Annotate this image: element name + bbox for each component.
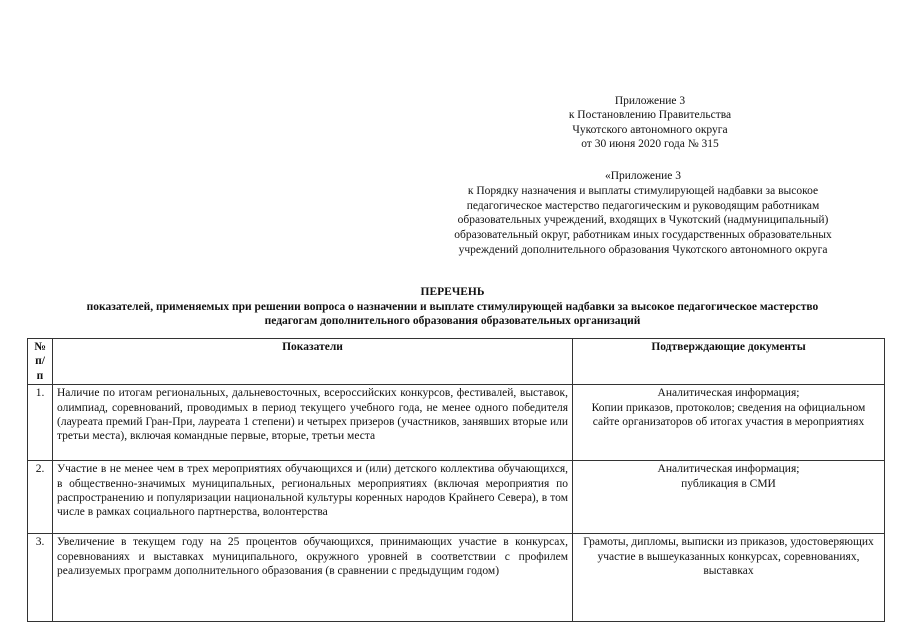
column-header-number: № п/п <box>28 339 53 385</box>
column-header-indicators: Показатели <box>53 339 573 385</box>
row-document-line: Копии приказов, протоколов; сведения на официальном сайте организаторов об итогах участия в мероприятиях <box>591 401 866 429</box>
table-row <box>28 461 885 534</box>
appendix-procedure-line: образовательных учреждений, входящих в Чукотский (надмуниципальный) <box>457 214 829 227</box>
row-documents <box>573 461 885 534</box>
appendix-procedure-line: учреждений дополнительного образования Чукотского автономного округа <box>458 243 828 256</box>
appendix-procedure-line: педагогическое мастерство педагогическим и руководящим работникам <box>466 199 820 212</box>
appendix-procedure-line: образовательный округ, работникам иных государственных образовательных <box>454 229 832 242</box>
appendix-header <box>500 94 800 151</box>
row-document-line: Аналитическая информация; <box>657 387 800 400</box>
row-indicator: Увеличение в текущем году на 25 процентов обучающихся, принимающих участие в конкурсах, соревнованиях и выставках муниципального, окружного уровней в соответствии с профилем реализуемых программ дополнительного образования (в сравнении с предыдущим годом) <box>53 534 573 622</box>
column-header-documents: Подтверждающие документы <box>573 339 885 385</box>
appendix-procedure-header <box>408 169 878 258</box>
row-number: 3. <box>28 534 53 622</box>
row-number: 1. <box>28 385 53 461</box>
row-documents <box>573 385 885 461</box>
row-number: 2. <box>28 461 53 534</box>
list-subtitle: педагогам дополнительного образования образовательных организаций <box>264 315 641 327</box>
appendix-procedure-line: к Порядку назначения и выплаты стимулирующей надбавки за высокое <box>467 184 819 197</box>
table-row <box>28 385 885 461</box>
table-header-row <box>28 339 885 385</box>
row-document-line: публикация в СМИ <box>681 477 776 490</box>
row-indicator: Участие в не менее чем в трех мероприятиях обучающихся и (или) детского коллектива обучающихся, в общественно-значимых муниципальных, региональных мероприятиях (включая мероприятия по распространению и популяризации национальной культуры коренных народов Крайнего Севера), в том числе в рамках социального партнерства, волонтерства <box>53 461 573 534</box>
appendix-line: Чукотского автономного округа <box>572 123 728 136</box>
appendix-line: к Постановлению Правительства <box>568 109 732 122</box>
row-document-line: Аналитическая информация; <box>657 463 800 476</box>
table-row <box>28 534 885 622</box>
indicators-table <box>27 338 885 622</box>
row-document-line: Грамоты, дипломы, выписки из приказов, удостоверяющих участие в вышеуказанных конкурсах, соревнованиях, выставках <box>583 536 874 578</box>
row-documents <box>573 534 885 622</box>
appendix-date-number: от 30 июня 2020 года № 315 <box>581 137 719 150</box>
list-subtitle: показателей, применяемых при решении вопроса о назначении и выплате стимулирующей надбавки за высокое педагогическое мастерство <box>86 300 819 313</box>
list-heading <box>20 285 885 329</box>
row-indicator: Наличие по итогам региональных, дальневосточных, всероссийских конкурсов, фестивалей, выставок, олимпиад, соревнований, проводимых в период текущего учебного года, не менее одного победителя (лауреата премий Гран-При, лауреата 1 степени) и четырех призеров (участников, занявших вторые или третьи места), включая командные первые, вторые, третьи места <box>53 385 573 461</box>
appendix-procedure-title: «Приложение 3 <box>604 170 682 182</box>
appendix-title: Приложение 3 <box>614 95 686 107</box>
list-title: ПЕРЕЧЕНЬ <box>420 286 485 298</box>
